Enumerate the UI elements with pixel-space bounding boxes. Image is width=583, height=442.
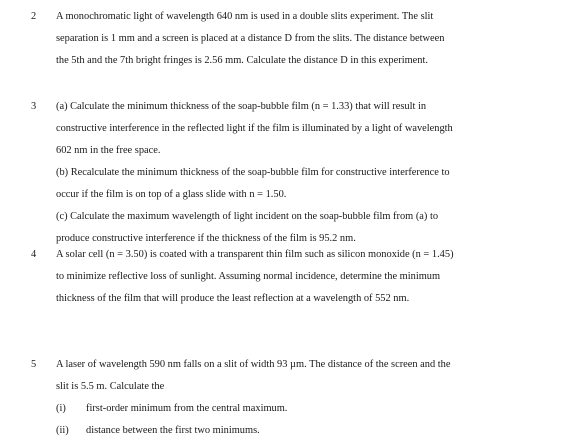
- question-line: A laser of wavelength 590 nm falls on a slit of width 93 µm. The distance of the screen and the: [56, 359, 451, 370]
- question-line: (b) Recalculate the minimum thickness of the soap-bubble film for constructive interference to: [56, 167, 450, 178]
- question-line: produce constructive interference if the thickness of the film is 95.2 nm.: [56, 233, 356, 244]
- question-text: [56, 244, 576, 310]
- question-line: 602 nm in the free space.: [56, 145, 161, 156]
- question-number: 5: [31, 359, 37, 370]
- sub-question-text: distance between the first two minimums.: [86, 425, 260, 436]
- question-line: the 5th and the 7th bright fringes is 2.56 mm. Calculate the distance D in this experiment.: [56, 55, 428, 66]
- question-line: (c) Calculate the maximum wavelength of light incident on the soap-bubble film from (a) to: [56, 211, 439, 222]
- question-number: 2: [31, 11, 37, 22]
- question-line: (a) Calculate the minimum thickness of the soap-bubble film (n = 1.33) that will result in: [56, 101, 427, 112]
- sub-question-label: (i): [56, 403, 66, 414]
- question-line: to minimize reflective loss of sunlight. Assuming normal incidence, determine the minimum: [56, 271, 441, 282]
- question-text: [56, 354, 576, 442]
- sub-question-i: [56, 398, 576, 420]
- question-line: slit is 5.5 m. Calculate the: [56, 381, 165, 392]
- question-line: separation is 1 mm and a screen is placed at a distance D from the slits. The distance between: [56, 33, 445, 44]
- question-line: thickness of the film that will produce the least reflection at a wavelength of 552 nm.: [56, 293, 410, 304]
- question-number: 3: [31, 101, 37, 112]
- question-line: A monochromatic light of wavelength 640 nm is used in a double slits experiment. The slit: [56, 11, 434, 22]
- question-line: constructive interference in the reflected light if the film is illuminated by a light of wavelength: [56, 123, 453, 134]
- question-line: occur if the film is on top of a glass slide with n = 1.50.: [56, 189, 287, 200]
- sub-question-ii: [56, 420, 576, 442]
- question-text: [56, 6, 576, 72]
- question-line: A solar cell (n = 3.50) is coated with a transparent thin film such as silicon monoxide (n = 1.45): [56, 249, 454, 260]
- question-text: [56, 96, 576, 250]
- sub-question-label: (ii): [56, 425, 69, 436]
- sub-question-text: first-order minimum from the central maximum.: [86, 403, 288, 414]
- question-number: 4: [31, 249, 37, 260]
